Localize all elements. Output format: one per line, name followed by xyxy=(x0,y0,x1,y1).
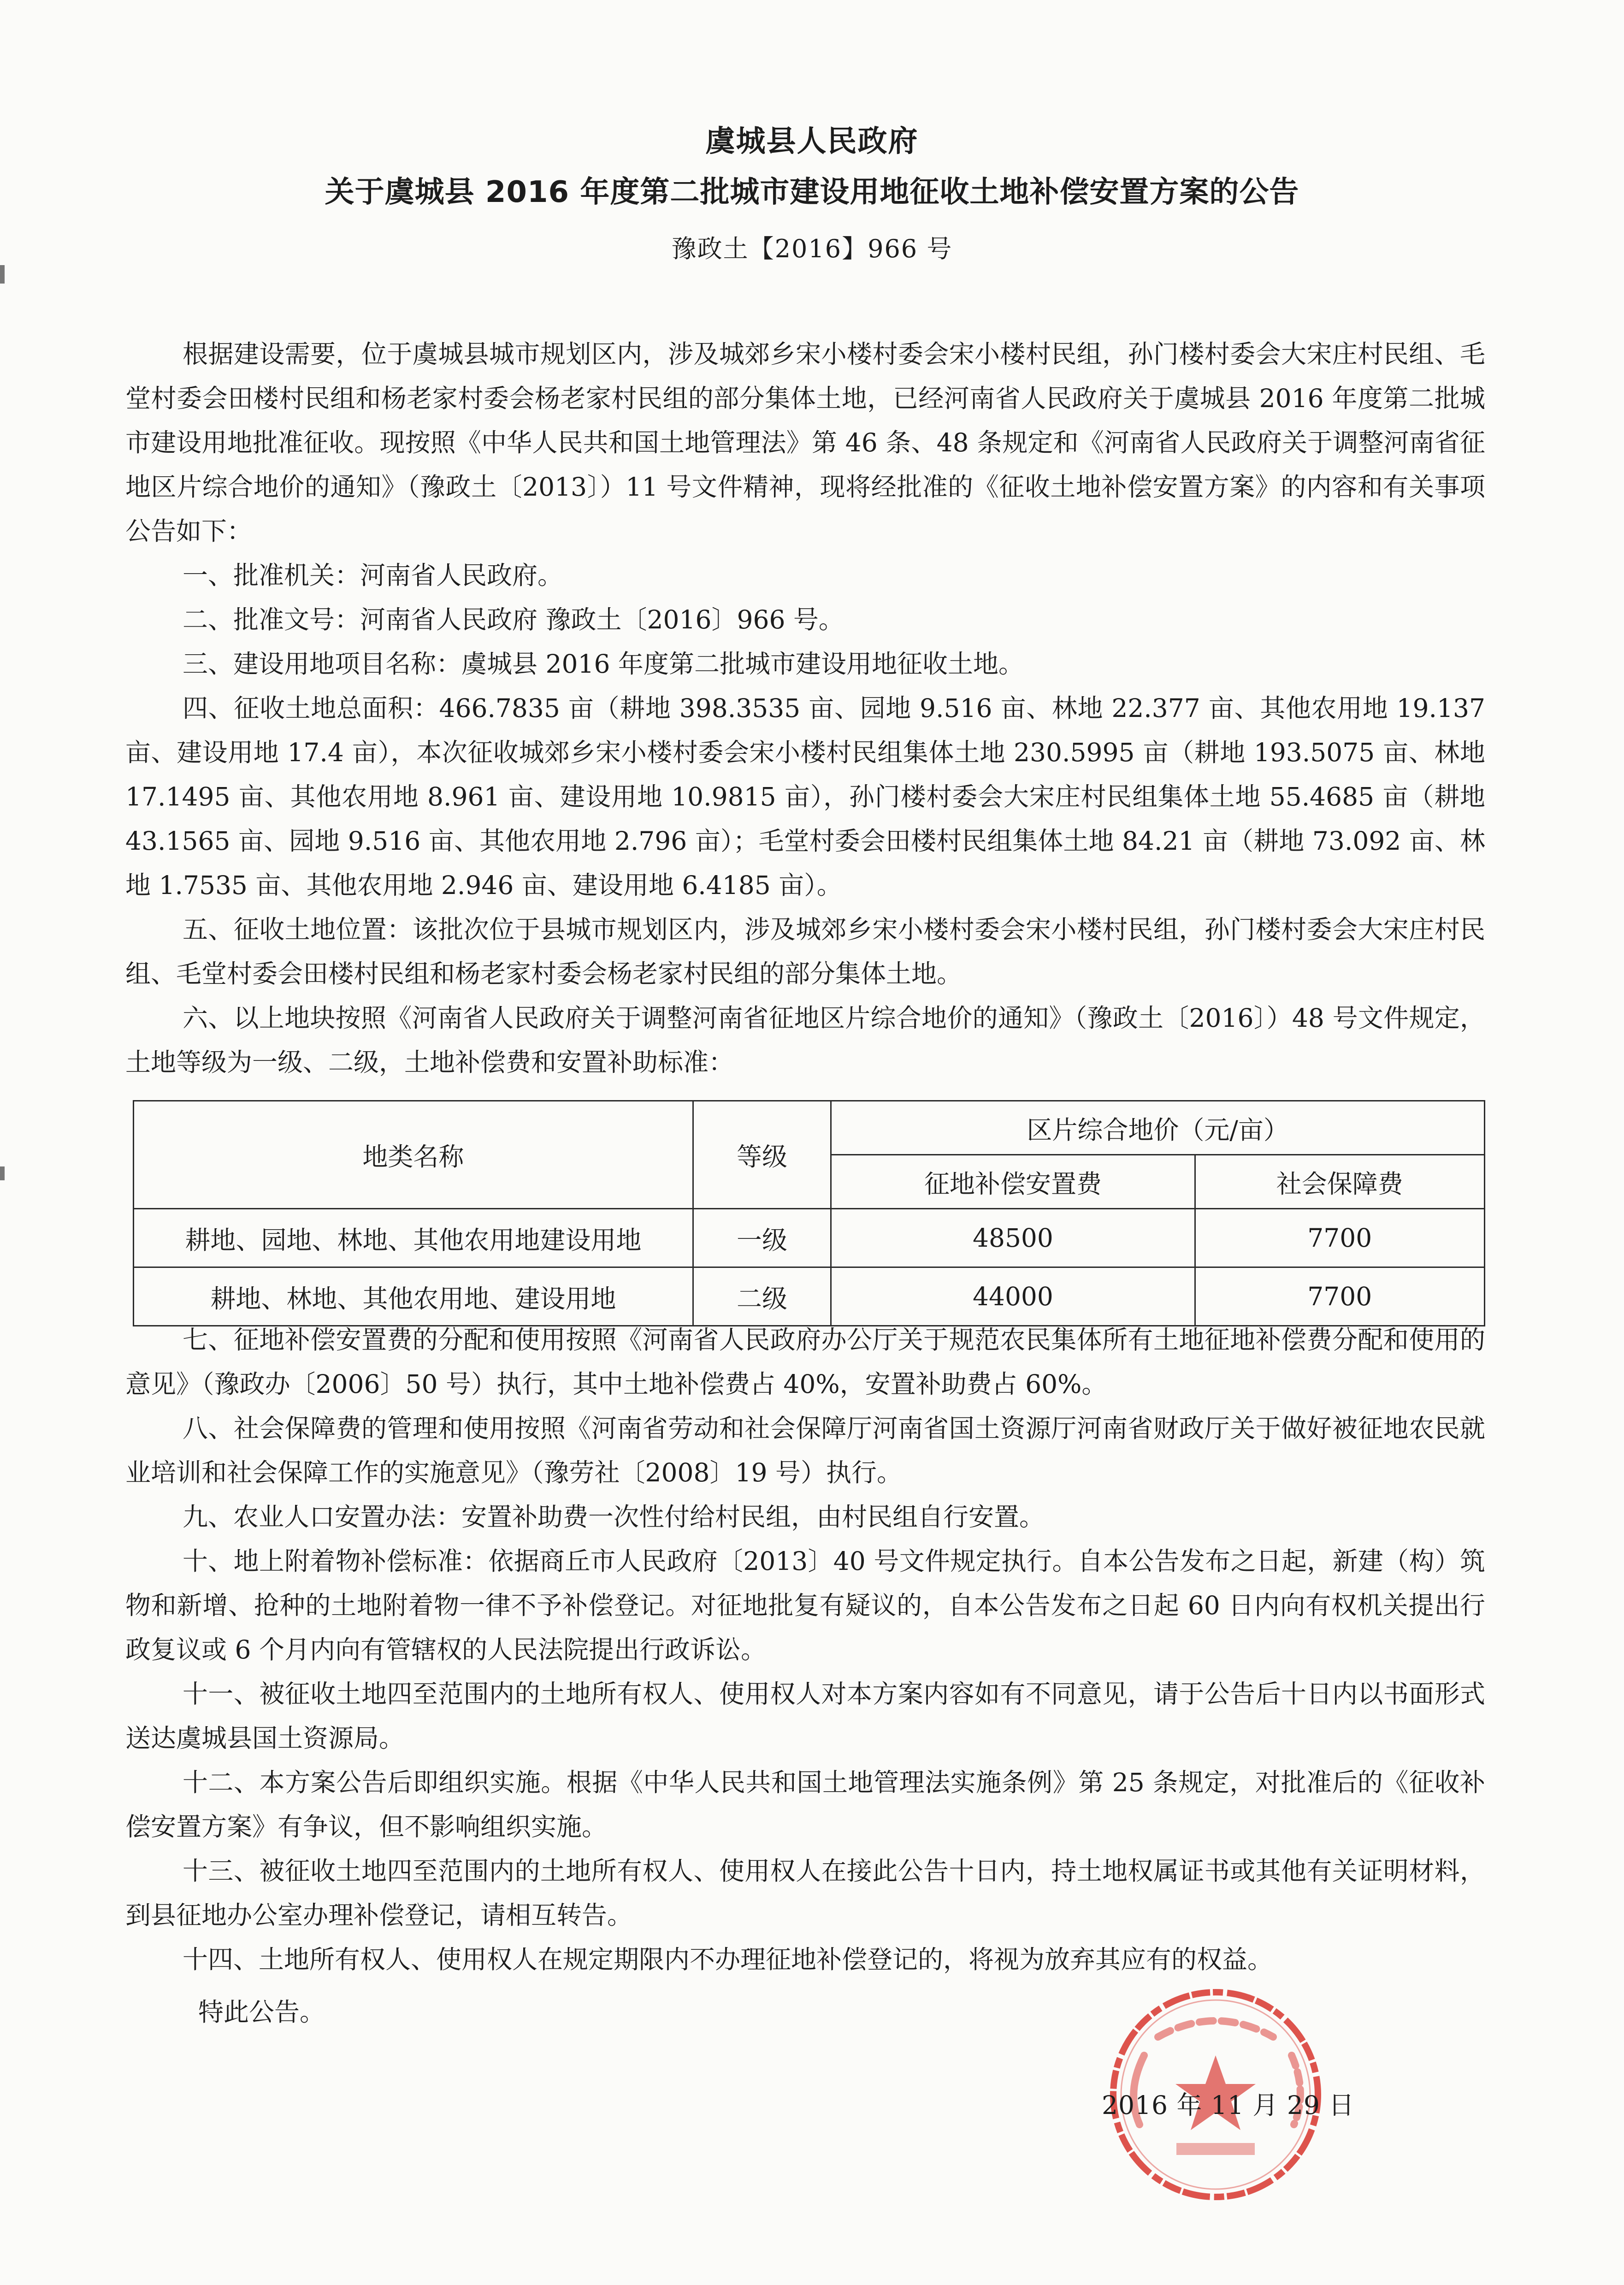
item-paragraph: 十三、被征收土地四至范围内的土地所有权人、使用权人在接此公告十日内，持土地权属证书或其他有关证明材料，到县征地办公室办理补偿登记，请相互转告。 xyxy=(125,1856,1485,1930)
header-grade: 等级 xyxy=(693,1101,831,1209)
cell-compensation: 48500 xyxy=(831,1209,1195,1267)
item-paragraph: 八、社会保障费的管理和使用按照《河南省劳动和社会保障厅河南省国土资源厅河南省财政厅关于做好被征地农民就业培训和社会保障工作的实施意见》（豫劳社〔2008〕19 号）执行。 xyxy=(125,1414,1485,1487)
table-header-row xyxy=(134,1101,1485,1155)
table-row xyxy=(134,1209,1485,1267)
item-paragraph: 六、以上地块按照《河南省人民政府关于调整河南省征地区片综合地价的通知》（豫政土〔2016〕）48 号文件规定，土地等级为一级、二级，土地补偿费和安置补助标准： xyxy=(125,1003,1485,1077)
cell-compensation: 44000 xyxy=(831,1267,1195,1326)
header-compensation: 征地补偿安置费 xyxy=(831,1155,1195,1209)
cell-grade: 二级 xyxy=(693,1267,831,1326)
intro-paragraph: 根据建设需要，位于虞城县城市规划区内，涉及城郊乡宋小楼村委会宋小楼村民组，孙门楼村委会大宋庄村民组、毛堂村委会田楼村民组和杨老家村委会杨老家村民组的部分集体土地，已经河南省人民政府关于虞城县 2016 年度第二批城市建设用地批准征收。现按照《中华人民共和国土地管理法》第 46 条、48 条规定和《河南省人民政府关于调整河南省征地区片综合地价的通知》（豫政土〔2013〕）11 号文件精神，现将经批准的《征收土地补偿安置方案》的内容和有关事项公告如下： xyxy=(125,339,1485,546)
closing-remark: 特此公告。 xyxy=(198,1997,325,2027)
issuer-title: 虞城县人民政府 xyxy=(705,124,919,159)
notice-body-continued xyxy=(125,1318,1485,1982)
item-paragraph: 九、农业人口安置办法：安置补助费一次性付给村民组，由村民组自行安置。 xyxy=(183,1502,1045,1532)
item-paragraph: 十一、被征收土地四至范围内的土地所有权人、使用权人对本方案内容如有不同意见，请于公告后十日内以书面形式送达虞城县国土资源局。 xyxy=(125,1679,1485,1753)
item-paragraph: 七、征地补偿安置费的分配和使用按照《河南省人民政府办公厅关于规范农民集体所有土地征地补偿费分配和使用的意见》（豫政办〔2006〕50 号）执行，其中土地补偿费占 40%，安置补助费占 60%。 xyxy=(125,1325,1485,1399)
item-paragraph: 二、批准文号：河南省人民政府 豫政土〔2016〕966 号。 xyxy=(183,605,844,634)
cell-social-security: 7700 xyxy=(1195,1267,1484,1326)
cell-land-type: 耕地、林地、其他农用地、建设用地 xyxy=(134,1267,693,1326)
item-paragraph: 十二、本方案公告后即组织实施。根据《中华人民共和国土地管理法实施条例》第 25 条规定，对批准后的《征收补偿安置方案》有争议，但不影响组织实施。 xyxy=(125,1768,1485,1841)
item-paragraph: 五、征收土地位置：该批次位于县城市规划区内，涉及城郊乡宋小楼村委会宋小楼村民组，孙门楼村委会大宋庄村民组、毛堂村委会田楼村民组和杨老家村委会杨老家村民组的部分集体土地。 xyxy=(125,915,1485,989)
cell-social-security: 7700 xyxy=(1195,1209,1484,1267)
item-paragraph: 十、地上附着物补偿标准：依据商丘市人民政府〔2013〕40 号文件规定执行。自本公告发布之日起，新建（构）筑物和新增、抢种的土地附着物一律不予补偿登记。对征地批复有疑议的，自本公告发布之日起 60 日内向有权机关提出行政复议或 6 个月内向有管辖权的人民法院提出行政诉讼。 xyxy=(125,1546,1485,1664)
header-land-type: 地类名称 xyxy=(134,1101,693,1209)
price-table xyxy=(133,1100,1485,1326)
scan-edge-mark xyxy=(0,1166,5,1180)
item-paragraph: 三、建设用地项目名称：虞城县 2016 年度第二批城市建设用地征收土地。 xyxy=(183,649,1024,679)
item-paragraph: 十四、土地所有权人、使用权人在规定期限内不办理征地补偿登记的，将视为放弃其应有的权益。 xyxy=(183,1945,1273,1974)
issue-date: 2016 年 11 月 29 日 xyxy=(1102,2090,1355,2120)
header-social-security: 社会保障费 xyxy=(1195,1155,1484,1209)
cell-grade: 一级 xyxy=(693,1209,831,1267)
table-row xyxy=(134,1267,1485,1326)
document-number: 豫政土【2016】966 号 xyxy=(671,234,953,263)
header-price-group: 区片综合地价（元/亩） xyxy=(831,1101,1485,1155)
scan-edge-mark xyxy=(0,265,5,284)
item-paragraph: 四、征收土地总面积：466.7835 亩（耕地 398.3535 亩、园地 9.516 亩、林地 22.377 亩、其他农用地 19.137 亩、建设用地 17.4 亩），本次征收城郊乡宋小楼村委会宋小楼村民组集体土地 230.5995 亩（耕地 193.5075 亩、林地 17.1495 亩、其他农用地 8.961 亩、建设用地 10.9815 亩），孙门楼村委会大宋庄村民组集体土地 55.4685 亩（耕地 43.1565 亩、园地 9.516 亩、其他农用地 2.796 亩）；毛堂村委会田楼村民组集体土地 84.21 亩（耕地 73.092 亩、林地 1.7535 亩、其他农用地 2.946 亩、建设用地 6.4185 亩）。 xyxy=(125,693,1485,900)
notice-body xyxy=(125,332,1485,1084)
cell-land-type: 耕地、园地、林地、其他农用地建设用地 xyxy=(134,1209,693,1267)
item-paragraph: 一、批准机关：河南省人民政府。 xyxy=(183,561,563,590)
notice-title: 关于虞城县 2016 年度第二批城市建设用地征收土地补偿安置方案的公告 xyxy=(325,175,1299,209)
